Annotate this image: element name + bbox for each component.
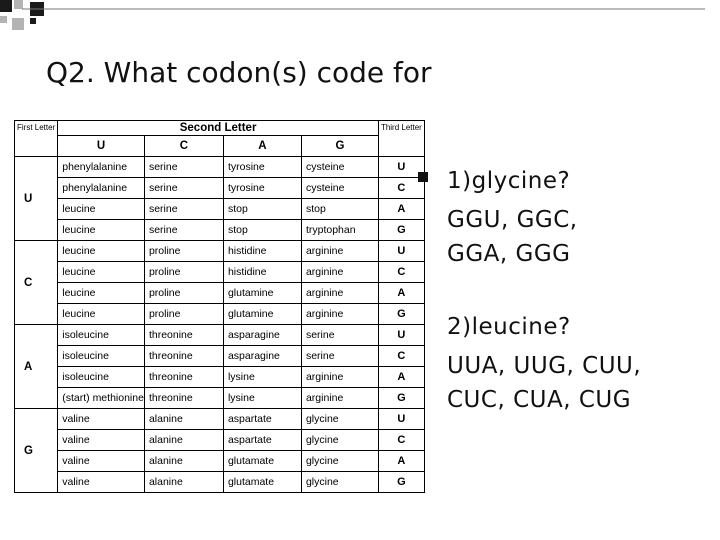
slide-title: Q2. What codon(s) code for — [46, 56, 432, 89]
amino-acid-cell: leucine — [58, 241, 145, 262]
table-row — [15, 178, 425, 199]
column-letter: G — [301, 136, 378, 157]
table-row — [15, 262, 425, 283]
table-row — [15, 472, 425, 493]
amino-acid-cell: isoleucine — [58, 367, 145, 388]
column-letter-row — [15, 136, 425, 157]
amino-acid-cell: arginine — [301, 262, 378, 283]
third-letter-cell: U — [378, 325, 424, 346]
amino-acid-cell: stop — [301, 199, 378, 220]
amino-acid-cell: glycine — [301, 430, 378, 451]
first-letter-header: First Letter — [15, 121, 58, 157]
first-letter-cell: C — [15, 241, 58, 325]
amino-acid-cell: stop — [223, 220, 301, 241]
amino-acid-cell: stop — [223, 199, 301, 220]
amino-acid-cell: alanine — [144, 472, 223, 493]
amino-acid-cell: lysine — [223, 388, 301, 409]
amino-acid-cell: alanine — [144, 409, 223, 430]
amino-acid-cell: glutamine — [223, 283, 301, 304]
amino-acid-cell: tyrosine — [223, 178, 301, 199]
amino-acid-cell: alanine — [144, 430, 223, 451]
amino-acid-cell: serine — [301, 346, 378, 367]
amino-acid-cell: (start) methionine — [58, 388, 145, 409]
question-2-answer-line: CUC, CUA, CUG — [447, 387, 632, 413]
amino-acid-cell: aspartate — [223, 409, 301, 430]
amino-acid-cell: arginine — [301, 367, 378, 388]
amino-acid-cell: arginine — [301, 241, 378, 262]
amino-acid-cell: serine — [144, 220, 223, 241]
amino-acid-cell: threonine — [144, 346, 223, 367]
amino-acid-cell: valine — [58, 472, 145, 493]
amino-acid-cell: glycine — [301, 472, 378, 493]
codon-table-body — [15, 121, 425, 493]
third-letter-cell: C — [378, 178, 424, 199]
bullet-square-icon — [418, 172, 428, 182]
amino-acid-cell: threonine — [144, 367, 223, 388]
amino-acid-cell: threonine — [144, 388, 223, 409]
question-1-answer-line: GGA, GGG — [447, 241, 571, 267]
third-letter-cell: A — [378, 283, 424, 304]
amino-acid-cell: isoleucine — [58, 346, 145, 367]
third-letter-cell: A — [378, 199, 424, 220]
amino-acid-cell: valine — [58, 430, 145, 451]
table-header-row — [15, 121, 425, 136]
amino-acid-cell: proline — [144, 241, 223, 262]
amino-acid-cell: leucine — [58, 283, 145, 304]
amino-acid-cell: cysteine — [301, 178, 378, 199]
first-letter-cell: A — [15, 325, 58, 409]
amino-acid-cell: phenylalanine — [58, 178, 145, 199]
amino-acid-cell: asparagine — [223, 325, 301, 346]
amino-acid-cell: serine — [144, 199, 223, 220]
amino-acid-cell: arginine — [301, 388, 378, 409]
column-letter: A — [223, 136, 301, 157]
third-letter-cell: C — [378, 262, 424, 283]
amino-acid-cell: tyrosine — [223, 157, 301, 178]
third-letter-cell: U — [378, 409, 424, 430]
third-letter-cell: G — [378, 304, 424, 325]
third-letter-cell: A — [378, 451, 424, 472]
first-letter-cell: G — [15, 409, 58, 493]
third-letter-cell: A — [378, 367, 424, 388]
amino-acid-cell: isoleucine — [58, 325, 145, 346]
column-letter: U — [58, 136, 145, 157]
table-row — [15, 430, 425, 451]
amino-acid-cell: cysteine — [301, 157, 378, 178]
amino-acid-cell: histidine — [223, 241, 301, 262]
question-2-prompt: 2)leucine? — [447, 314, 571, 340]
table-row — [15, 241, 425, 262]
column-letter: C — [144, 136, 223, 157]
amino-acid-cell: leucine — [58, 262, 145, 283]
codon-table — [14, 120, 425, 493]
amino-acid-cell: serine — [144, 157, 223, 178]
third-letter-cell: C — [378, 430, 424, 451]
first-letter-cell: U — [15, 157, 58, 241]
amino-acid-cell: serine — [144, 178, 223, 199]
question-1-answer-line: GGU, GGC, — [447, 207, 578, 233]
table-row — [15, 367, 425, 388]
table-row — [15, 451, 425, 472]
table-row — [15, 220, 425, 241]
amino-acid-cell: alanine — [144, 451, 223, 472]
amino-acid-cell: arginine — [301, 283, 378, 304]
amino-acid-cell: glycine — [301, 409, 378, 430]
amino-acid-cell: proline — [144, 283, 223, 304]
amino-acid-cell: serine — [301, 325, 378, 346]
third-letter-cell: G — [378, 220, 424, 241]
amino-acid-cell: phenylalanine — [58, 157, 145, 178]
amino-acid-cell: leucine — [58, 220, 145, 241]
amino-acid-cell: glycine — [301, 451, 378, 472]
amino-acid-cell: histidine — [223, 262, 301, 283]
third-letter-cell: U — [378, 157, 424, 178]
amino-acid-cell: glutamine — [223, 304, 301, 325]
table-row — [15, 409, 425, 430]
amino-acid-cell: arginine — [301, 304, 378, 325]
amino-acid-cell: valine — [58, 409, 145, 430]
amino-acid-cell: threonine — [144, 325, 223, 346]
table-row — [15, 346, 425, 367]
table-row — [15, 199, 425, 220]
amino-acid-cell: leucine — [58, 199, 145, 220]
third-letter-cell: G — [378, 388, 424, 409]
title-rule — [0, 0, 720, 20]
question-2-answer-line: UUA, UUG, CUU, — [447, 353, 642, 379]
third-letter-header: Third Letter — [378, 121, 424, 157]
amino-acid-cell: glutamate — [223, 472, 301, 493]
amino-acid-cell: asparagine — [223, 346, 301, 367]
table-row — [15, 283, 425, 304]
amino-acid-cell: aspartate — [223, 430, 301, 451]
table-row — [15, 157, 425, 178]
amino-acid-cell: tryptophan — [301, 220, 378, 241]
amino-acid-cell: valine — [58, 451, 145, 472]
table-row — [15, 325, 425, 346]
amino-acid-cell: leucine — [58, 304, 145, 325]
second-letter-header: Second Letter — [58, 121, 379, 136]
amino-acid-cell: proline — [144, 262, 223, 283]
amino-acid-cell: glutamate — [223, 451, 301, 472]
third-letter-cell: C — [378, 346, 424, 367]
table-row — [15, 388, 425, 409]
question-1-prompt: 1)glycine? — [447, 168, 571, 194]
third-letter-cell: G — [378, 472, 424, 493]
amino-acid-cell: lysine — [223, 367, 301, 388]
third-letter-cell: U — [378, 241, 424, 262]
table-row — [15, 304, 425, 325]
amino-acid-cell: proline — [144, 304, 223, 325]
